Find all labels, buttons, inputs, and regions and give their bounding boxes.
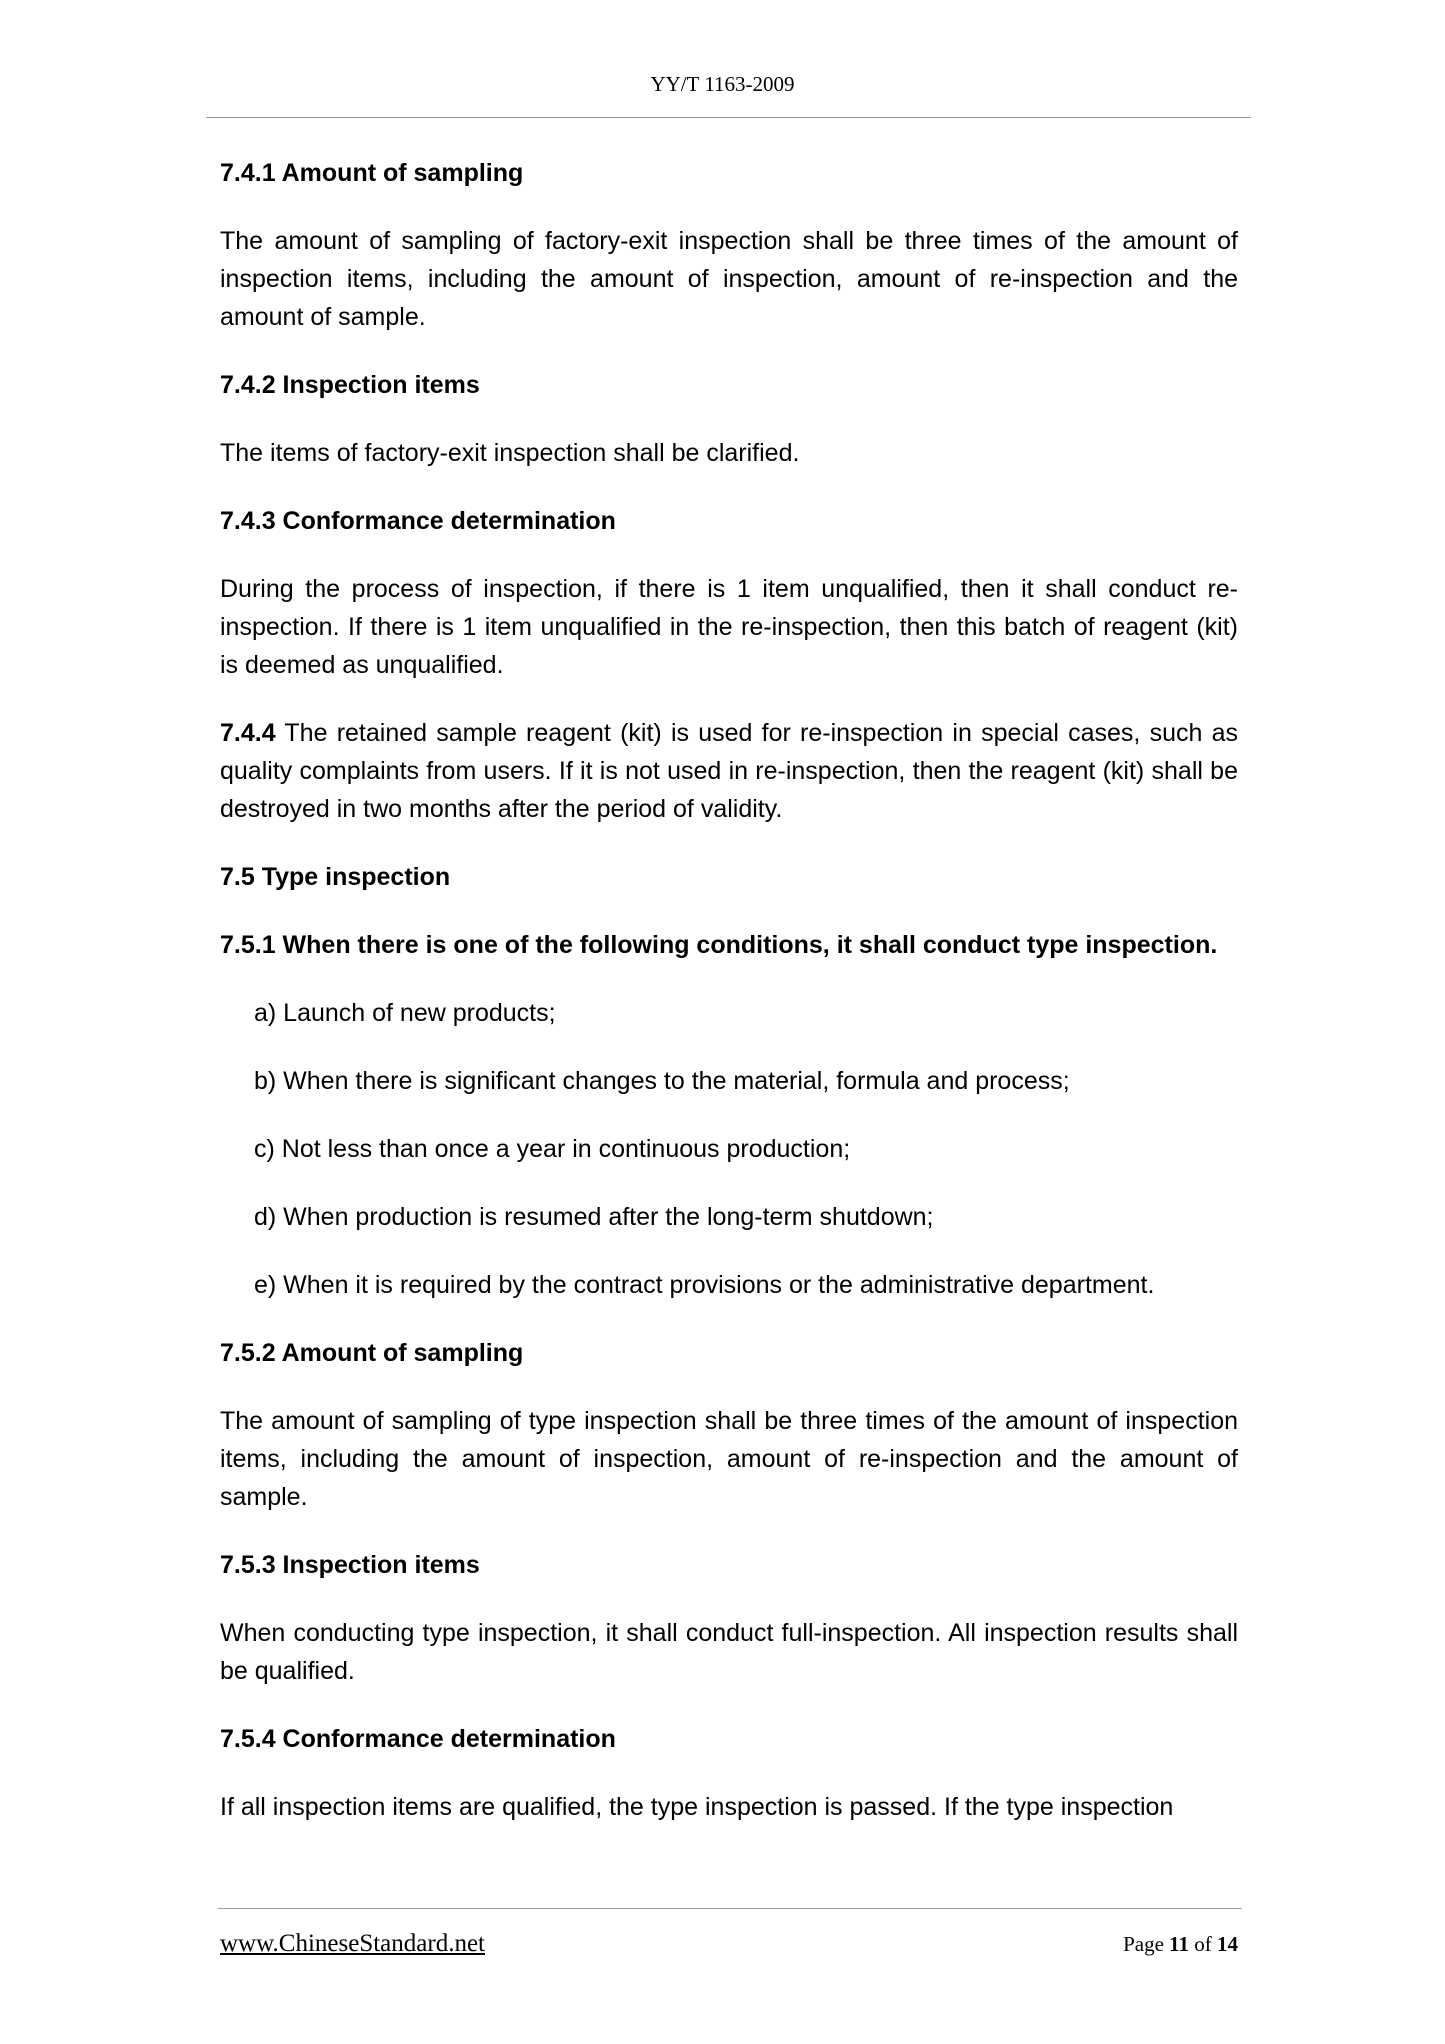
paragraph-7-5-2: The amount of sampling of type inspection shall be three times of the amount of inspection items, including the amount of inspection, amount of re-inspection and the amount of sample. bbox=[220, 1407, 1238, 1511]
page-label: Page bbox=[1123, 1932, 1164, 1956]
footer-divider bbox=[218, 1908, 1242, 1909]
list-item: d) When production is resumed after the long-term shutdown; bbox=[254, 1203, 934, 1231]
paragraph-7-4-4 bbox=[220, 714, 1238, 828]
heading-7-5-4: 7.5.4 Conformance determination bbox=[220, 1725, 616, 1753]
page-indicator bbox=[1060, 1932, 1238, 1957]
heading-7-5-2: 7.5.2 Amount of sampling bbox=[220, 1339, 524, 1367]
heading-7-4-1: 7.4.1 Amount of sampling bbox=[220, 159, 524, 187]
heading-7-5-3: 7.5.3 Inspection items bbox=[220, 1551, 480, 1579]
paragraph-7-4-2: The items of factory-exit inspection shall be clarified. bbox=[220, 439, 800, 467]
document-code: YY/T 1163-2009 bbox=[650, 72, 795, 96]
heading-7-5-1: 7.5.1 When there is one of the following conditions, it shall conduct type inspection. bbox=[220, 931, 1218, 959]
list-item: e) When it is required by the contract provisions or the administrative department. bbox=[254, 1271, 1155, 1299]
document-body bbox=[220, 154, 1238, 1856]
page-of: of bbox=[1194, 1932, 1212, 1956]
paragraph-7-4-1: The amount of sampling of factory-exit inspection shall be three times of the amount of inspection items, including the amount of inspection, amount of re-inspection and the amount of sample. bbox=[220, 227, 1238, 331]
clause-text-7-4-4: The retained sample reagent (kit) is used for re-inspection in special cases, such as quality complaints from users. If it is not used in re-inspection, then the reagent (kit) shall be destroyed in two months after the period of validity. bbox=[220, 719, 1239, 823]
heading-7-4-2: 7.4.2 Inspection items bbox=[220, 371, 480, 399]
list-item: a) Launch of new products; bbox=[254, 999, 556, 1027]
heading-7-4-3: 7.4.3 Conformance determination bbox=[220, 507, 616, 535]
paragraph-7-5-3: When conducting type inspection, it shall conduct full-inspection. All inspection results shall be qualified. bbox=[220, 1619, 1238, 1685]
list-item: b) When there is significant changes to the material, formula and process; bbox=[254, 1067, 1070, 1095]
paragraph-7-4-3: During the process of inspection, if there is 1 item unqualified, then it shall conduct re-inspection. If there is 1 item unqualified in the re-inspection, then this batch of reagent (kit) is deemed as unqualified. bbox=[220, 575, 1238, 679]
list-item: c) Not less than once a year in continuous production; bbox=[254, 1135, 851, 1163]
paragraph-7-5-4: If all inspection items are qualified, the type inspection is passed. If the type inspection bbox=[220, 1793, 1174, 1821]
header-divider bbox=[206, 117, 1251, 118]
page-current: 11 bbox=[1169, 1932, 1189, 1956]
clause-number-7-4-4: 7.4.4 bbox=[220, 719, 276, 747]
website-link[interactable]: www.ChineseStandard.net bbox=[220, 1930, 485, 1957]
heading-7-5: 7.5 Type inspection bbox=[220, 863, 451, 891]
page-total: 14 bbox=[1217, 1932, 1238, 1956]
